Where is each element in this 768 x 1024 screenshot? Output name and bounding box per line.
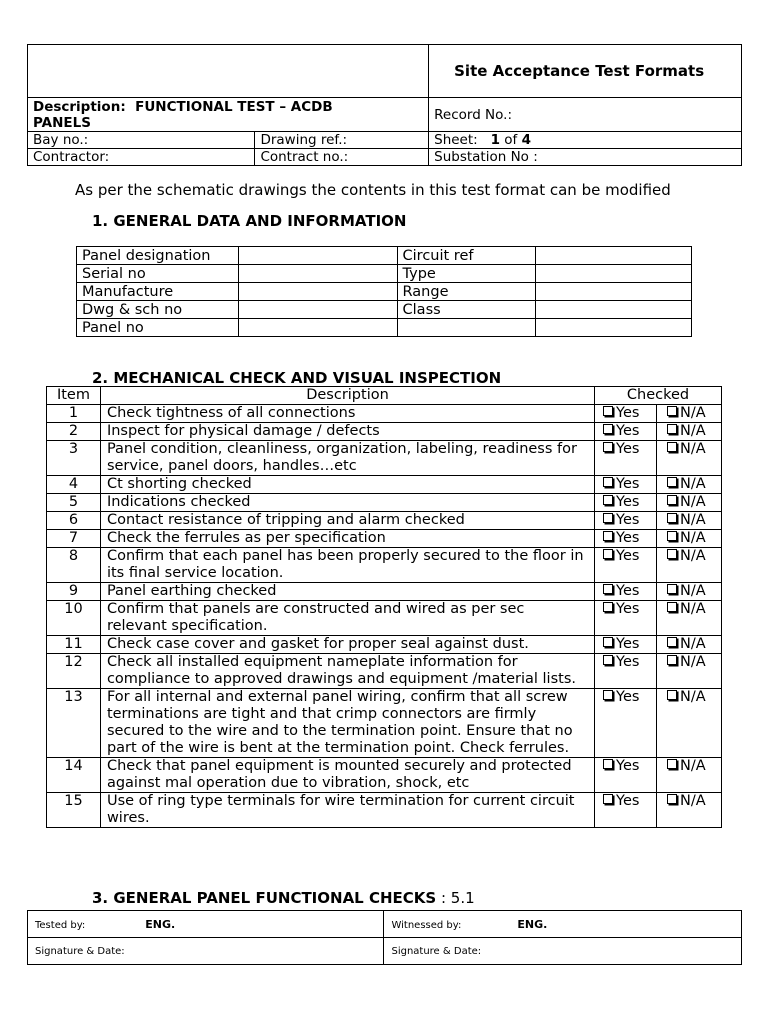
yes-label: Yes [616,654,640,670]
table-row [47,793,722,828]
item-description: Inspect for physical damage / defects [100,423,594,441]
general-data-row [77,319,692,337]
general-data-row [77,247,692,265]
section1-title: 1. GENERAL DATA AND INFORMATION [92,212,407,230]
na-label: N/A [680,583,706,599]
item-description: Check the ferrules as per specification [100,530,594,548]
item-description: Use of ring type terminals for wire termination for current circuit wires. [100,793,594,828]
checkbox-icon[interactable] [667,602,677,612]
field-label [397,319,536,337]
checkbox-icon[interactable] [603,424,613,434]
col-checked: Checked [595,387,722,405]
table-row [47,583,722,601]
yes-option[interactable] [595,689,657,758]
general-data-row [77,301,692,319]
bay-no: Bay no.: [28,132,255,149]
yes-label: Yes [616,512,640,528]
yes-label: Yes [616,423,640,439]
na-label: N/A [680,530,706,546]
mechanical-check-table [46,386,722,828]
yes-option[interactable] [595,405,657,423]
table-row [47,636,722,654]
yes-option[interactable] [595,476,657,494]
item-number: 8 [47,548,101,583]
na-label: N/A [680,494,706,510]
na-option[interactable] [657,548,722,583]
checkbox-icon[interactable] [603,690,613,700]
field-value[interactable] [536,265,692,283]
na-option[interactable] [657,583,722,601]
field-value[interactable] [536,319,692,337]
field-label: Serial no [77,265,239,283]
item-number: 1 [47,405,101,423]
item-number: 9 [47,583,101,601]
col-item: Item [47,387,101,405]
table-row [47,494,722,512]
description-cell [28,98,429,132]
section3-title-text: 3. GENERAL PANEL FUNCTIONAL CHECKS [92,889,437,907]
field-label: Circuit ref [397,247,536,265]
na-option[interactable] [657,423,722,441]
field-label: Manufacture [77,283,239,301]
checkbox-icon[interactable] [603,602,613,612]
yes-option[interactable] [595,654,657,689]
yes-option[interactable] [595,583,657,601]
checkbox-icon[interactable] [667,531,677,541]
item-description: Ct shorting checked [100,476,594,494]
section3-title [92,889,475,907]
na-option[interactable] [657,793,722,828]
sheet-of: of [504,132,518,148]
yes-label: Yes [616,530,640,546]
table-row [47,441,722,476]
yes-option[interactable] [595,758,657,793]
yes-option[interactable] [595,441,657,476]
intro-text: As per the schematic drawings the contents in this test format can be modified [75,181,671,199]
na-option[interactable] [657,476,722,494]
signature-date-right: Signature & Date: [384,938,742,965]
checkbox-icon[interactable] [667,549,677,559]
checkbox-icon[interactable] [667,513,677,523]
header-table [27,44,742,166]
item-number: 2 [47,423,101,441]
yes-option[interactable] [595,423,657,441]
table-row [47,423,722,441]
item-number: 4 [47,476,101,494]
witnessed-by-eng: ENG. [517,917,548,931]
tested-by-eng: ENG. [145,917,176,931]
sheet-number: 1 [490,132,500,148]
na-label: N/A [680,636,706,652]
col-description: Description [100,387,594,405]
tested-by-label: Tested by: [35,919,86,931]
yes-option[interactable] [595,494,657,512]
document-title: Site Acceptance Test Formats [429,45,742,98]
yes-label: Yes [616,793,640,809]
yes-option[interactable] [595,793,657,828]
field-value[interactable] [238,265,397,283]
field-label: Dwg & sch no [77,301,239,319]
description-value: FUNCTIONAL TEST – ACDB [135,98,333,115]
na-option[interactable] [657,654,722,689]
table-row [47,548,722,583]
yes-label: Yes [616,601,640,617]
checkbox-icon[interactable] [667,655,677,665]
checkbox-icon[interactable] [603,794,613,804]
yes-label: Yes [616,476,640,492]
na-option[interactable] [657,405,722,423]
na-option[interactable] [657,494,722,512]
na-label: N/A [680,423,706,439]
record-no: Record No.: [429,98,742,132]
yes-label: Yes [616,494,640,510]
item-description: Confirm that each panel has been properly secured to the floor in its final service location. [100,548,594,583]
item-description: Panel condition, cleanliness, organization, labeling, readiness for service, panel doors, handles…etc [100,441,594,476]
yes-option[interactable] [595,512,657,530]
checkbox-icon[interactable] [667,759,677,769]
item-description: Check case cover and gasket for proper seal against dust. [100,636,594,654]
checkbox-icon[interactable] [667,442,677,452]
witnessed-by-label: Witnessed by: [391,919,462,931]
checkbox-icon[interactable] [603,759,613,769]
checkbox-icon[interactable] [603,406,613,416]
na-label: N/A [680,405,706,421]
checkbox-icon[interactable] [603,513,613,523]
yes-label: Yes [616,758,640,774]
item-description: Confirm that panels are constructed and wired as per sec relevant specification. [100,601,594,636]
table-row [47,689,722,758]
field-label: Class [397,301,536,319]
yes-label: Yes [616,548,640,564]
description-value-2: PANELS [33,114,91,131]
field-label: Type [397,265,536,283]
checkbox-icon[interactable] [667,477,677,487]
item-description: Check tightness of all connections [100,405,594,423]
field-value[interactable] [238,301,397,319]
checkbox-icon[interactable] [603,637,613,647]
signature-date-left: Signature & Date: [28,938,384,965]
yes-label: Yes [616,583,640,599]
checkbox-icon[interactable] [603,531,613,541]
item-number: 6 [47,512,101,530]
yes-label: Yes [616,405,640,421]
general-data-row [77,283,692,301]
item-number: 15 [47,793,101,828]
sheet-total: 4 [521,132,532,148]
na-option[interactable] [657,512,722,530]
table-row [47,530,722,548]
yes-label: Yes [616,689,640,705]
sheet-label: Sheet: [434,132,478,148]
field-value[interactable] [238,247,397,265]
checkbox-icon[interactable] [667,406,677,416]
item-number: 12 [47,654,101,689]
item-number: 14 [47,758,101,793]
item-number: 13 [47,689,101,758]
field-value[interactable] [238,319,397,337]
item-number: 11 [47,636,101,654]
field-value[interactable] [536,301,692,319]
na-label: N/A [680,689,706,705]
checkbox-icon[interactable] [603,442,613,452]
field-value[interactable] [536,247,692,265]
general-data-table [76,246,692,337]
yes-label: Yes [616,636,640,652]
na-option[interactable] [657,758,722,793]
table-row [47,601,722,636]
na-label: N/A [680,441,706,457]
drawing-ref: Drawing ref.: [255,132,429,149]
checkbox-icon[interactable] [603,655,613,665]
item-description: Check that panel equipment is mounted securely and protected against mal operation due to vibration, shock, etc [100,758,594,793]
section3-suffix: : 5.1 [436,889,475,907]
yes-option[interactable] [595,636,657,654]
na-option[interactable] [657,601,722,636]
table-row [47,758,722,793]
item-number: 3 [47,441,101,476]
checkbox-icon[interactable] [667,794,677,804]
checkbox-icon[interactable] [603,495,613,505]
item-number: 7 [47,530,101,548]
table-row [47,476,722,494]
na-option[interactable] [657,636,722,654]
witnessed-by-cell [384,911,742,938]
na-label: N/A [680,512,706,528]
na-label: N/A [680,758,706,774]
na-label: N/A [680,548,706,564]
substation-no: Substation No : [429,149,742,166]
item-description: Indications checked [100,494,594,512]
checkbox-icon[interactable] [603,584,613,594]
section2-title: 2. MECHANICAL CHECK AND VISUAL INSPECTION [92,369,502,387]
signoff-table [27,910,742,965]
item-number: 10 [47,601,101,636]
na-label: N/A [680,476,706,492]
field-value[interactable] [238,283,397,301]
table-row [47,512,722,530]
field-label: Panel no [77,319,239,337]
na-label: N/A [680,654,706,670]
general-data-row [77,265,692,283]
na-option[interactable] [657,530,722,548]
na-option[interactable] [657,689,722,758]
mechanical-header-row [47,387,722,405]
field-label: Panel designation [77,247,239,265]
logo-cell [28,45,429,98]
yes-option[interactable] [595,601,657,636]
contractor: Contractor: [28,149,255,166]
checkbox-icon[interactable] [603,477,613,487]
checkbox-icon[interactable] [603,549,613,559]
table-row [47,654,722,689]
description-label: Description: [33,98,126,115]
na-label: N/A [680,793,706,809]
item-description: Check all installed equipment nameplate information for compliance to approved drawings and equipment /material lists. [100,654,594,689]
checkbox-icon[interactable] [667,690,677,700]
contract-no: Contract no.: [255,149,429,166]
item-description: For all internal and external panel wiring, confirm that all screw terminations are tight and that crimp connectors are firmly secured to the wire and to the termination point. Ensure that no part of the wire is bent at the termination point. Check ferrules. [100,689,594,758]
yes-option[interactable] [595,548,657,583]
sheet-cell [429,132,742,149]
table-row [47,405,722,423]
item-description: Contact resistance of tripping and alarm checked [100,512,594,530]
na-label: N/A [680,601,706,617]
field-label: Range [397,283,536,301]
field-value[interactable] [536,283,692,301]
na-option[interactable] [657,441,722,476]
item-description: Panel earthing checked [100,583,594,601]
tested-by-cell [28,911,384,938]
checkbox-icon[interactable] [667,584,677,594]
yes-label: Yes [616,441,640,457]
checkbox-icon[interactable] [667,495,677,505]
checkbox-icon[interactable] [667,637,677,647]
item-number: 5 [47,494,101,512]
checkbox-icon[interactable] [667,424,677,434]
yes-option[interactable] [595,530,657,548]
